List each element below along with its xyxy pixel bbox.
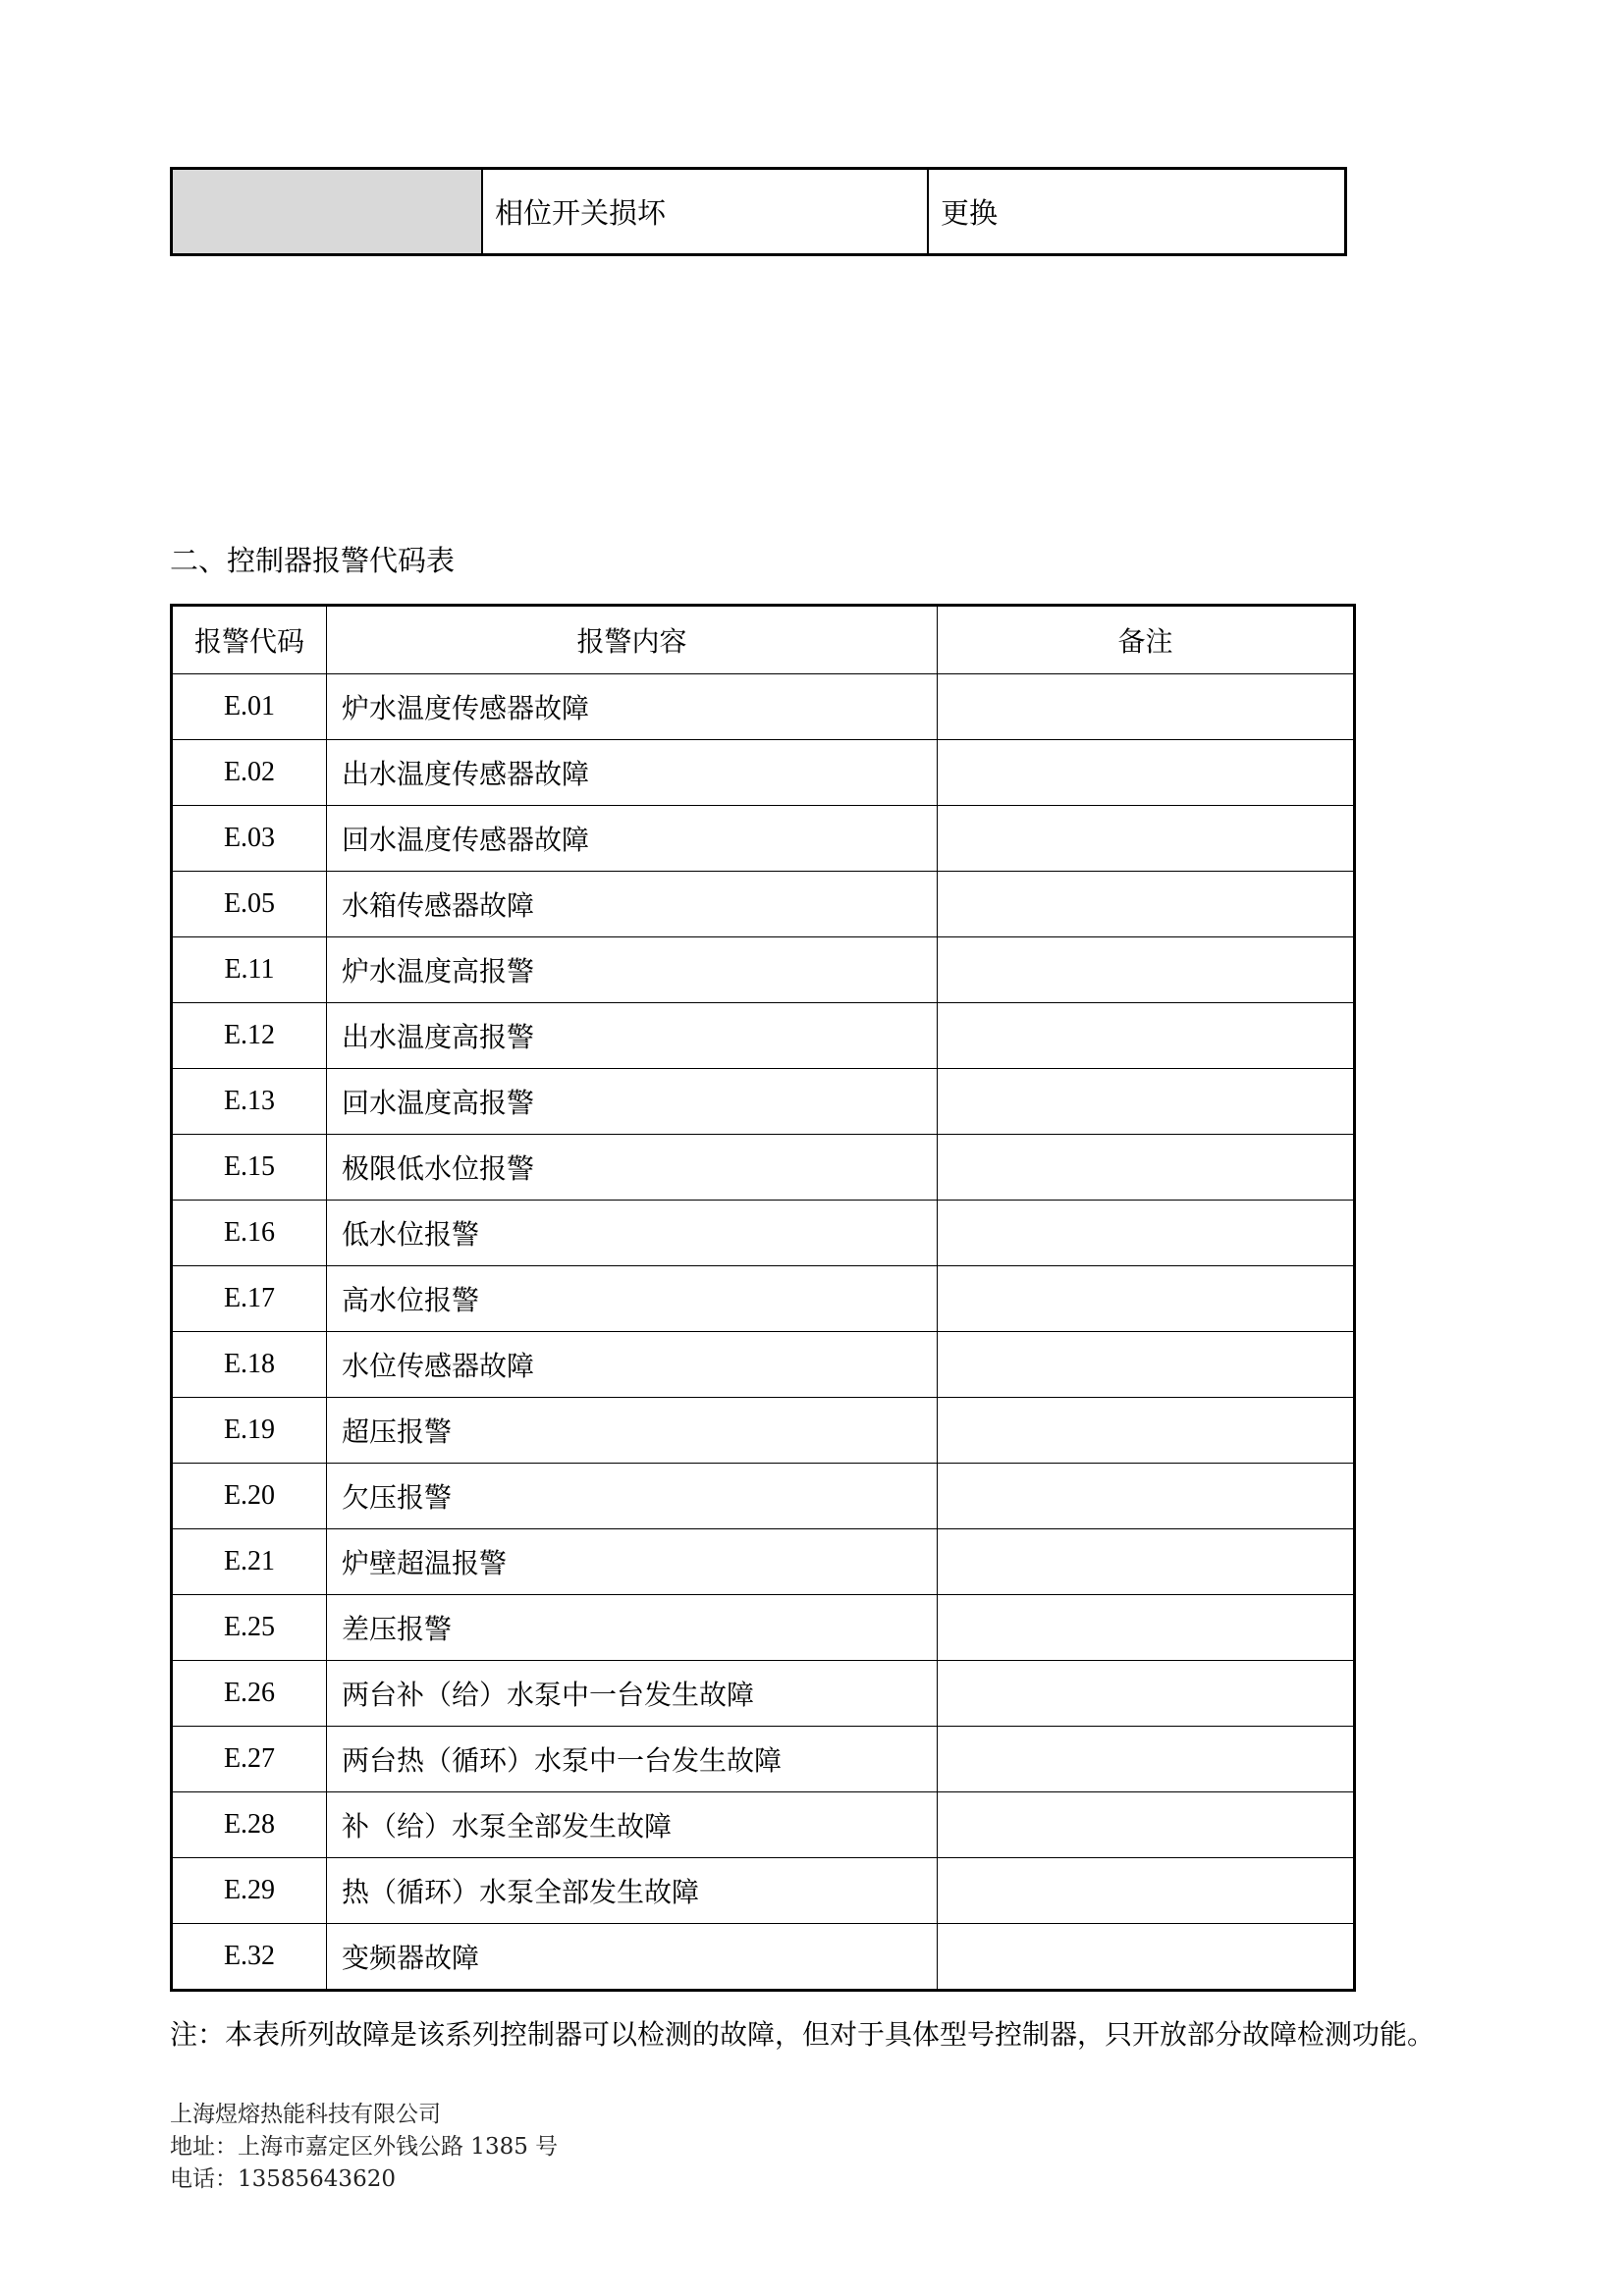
alarm-code-cell: E.16 xyxy=(172,1201,327,1266)
alarm-code-cell: E.05 xyxy=(172,872,327,937)
remark-cell xyxy=(938,1792,1355,1858)
table-row xyxy=(172,1135,1355,1201)
alarm-content-cell: 水位传感器故障 xyxy=(327,1332,938,1398)
alarm-content-cell: 出水温度传感器故障 xyxy=(327,740,938,806)
alarm-code-table xyxy=(170,604,1356,1992)
footer-phone: 电话：13585643620 xyxy=(170,2166,396,2192)
table-row xyxy=(172,1529,1355,1595)
remark-cell xyxy=(938,1266,1355,1332)
remark-cell xyxy=(938,1069,1355,1135)
remark-cell xyxy=(938,1858,1355,1924)
alarm-code-cell: E.01 xyxy=(172,674,327,740)
table-row xyxy=(172,1266,1355,1332)
alarm-code-cell: E.32 xyxy=(172,1924,327,1991)
alarm-content-cell: 变频器故障 xyxy=(327,1924,938,1991)
remark-cell xyxy=(938,1398,1355,1464)
alarm-code-cell: E.19 xyxy=(172,1398,327,1464)
alarm-code-cell: E.25 xyxy=(172,1595,327,1661)
alarm-code-cell: E.03 xyxy=(172,806,327,872)
footer-company: 上海煜熔热能科技有限公司 xyxy=(170,2102,441,2127)
alarm-code-cell: E.29 xyxy=(172,1858,327,1924)
table-row xyxy=(172,1332,1355,1398)
alarm-content-cell: 回水温度高报警 xyxy=(327,1069,938,1135)
alarm-content-cell: 极限低水位报警 xyxy=(327,1135,938,1201)
table-row xyxy=(172,1924,1355,1991)
fault-category-cell xyxy=(173,170,483,253)
alarm-content-cell: 水箱传感器故障 xyxy=(327,872,938,937)
header-alarm-code: 报警代码 xyxy=(172,606,327,674)
fault-solution-cell: 更换 xyxy=(941,196,999,230)
remark-cell xyxy=(938,1727,1355,1792)
alarm-content-cell: 回水温度传感器故障 xyxy=(327,806,938,872)
table-row xyxy=(172,806,1355,872)
remark-cell xyxy=(938,1661,1355,1727)
table-row xyxy=(172,1727,1355,1792)
alarm-content-cell: 两台补（给）水泵中一台发生故障 xyxy=(327,1661,938,1727)
alarm-code-cell: E.20 xyxy=(172,1464,327,1529)
header-alarm-content: 报警内容 xyxy=(327,606,938,674)
remark-cell xyxy=(938,1201,1355,1266)
alarm-content-cell: 热（循环）水泵全部发生故障 xyxy=(327,1858,938,1924)
table-row xyxy=(172,1201,1355,1266)
table-row xyxy=(172,1792,1355,1858)
alarm-code-cell: E.17 xyxy=(172,1266,327,1332)
alarm-content-cell: 炉水温度传感器故障 xyxy=(327,674,938,740)
alarm-content-cell: 欠压报警 xyxy=(327,1464,938,1529)
alarm-code-cell: E.27 xyxy=(172,1727,327,1792)
table-row xyxy=(172,937,1355,1003)
table-row xyxy=(172,1398,1355,1464)
remark-cell xyxy=(938,1332,1355,1398)
table-row xyxy=(172,1595,1355,1661)
remark-cell xyxy=(938,1135,1355,1201)
alarm-code-cell: E.02 xyxy=(172,740,327,806)
table-row xyxy=(172,1661,1355,1727)
remark-cell xyxy=(938,1529,1355,1595)
remark-cell xyxy=(938,1924,1355,1991)
footer xyxy=(170,2099,558,2196)
table-note: 注：本表所列故障是该系列控制器可以检测的故障，但对于具体型号控制器，只开放部分故障检测功能。 xyxy=(170,2018,1435,2051)
table-row xyxy=(172,1464,1355,1529)
alarm-code-cell: E.21 xyxy=(172,1529,327,1595)
alarm-content-cell: 超压报警 xyxy=(327,1398,938,1464)
alarm-code-cell: E.11 xyxy=(172,937,327,1003)
fault-cause-cell: 相位开关损坏 xyxy=(483,170,929,253)
remark-cell xyxy=(938,937,1355,1003)
alarm-code-cell: E.12 xyxy=(172,1003,327,1069)
remark-cell xyxy=(938,806,1355,872)
remark-cell xyxy=(938,674,1355,740)
header-remark: 备注 xyxy=(938,606,1355,674)
alarm-code-cell: E.28 xyxy=(172,1792,327,1858)
table-header-row xyxy=(172,606,1355,674)
alarm-content-cell: 两台热（循环）水泵中一台发生故障 xyxy=(327,1727,938,1792)
alarm-content-cell: 差压报警 xyxy=(327,1595,938,1661)
table-row xyxy=(172,674,1355,740)
table-row xyxy=(172,1003,1355,1069)
alarm-content-cell: 出水温度高报警 xyxy=(327,1003,938,1069)
table-row xyxy=(172,1069,1355,1135)
alarm-code-cell: E.15 xyxy=(172,1135,327,1201)
remark-cell xyxy=(938,1595,1355,1661)
remark-cell xyxy=(938,740,1355,806)
alarm-content-cell: 补（给）水泵全部发生故障 xyxy=(327,1792,938,1858)
remark-cell xyxy=(938,872,1355,937)
table-row xyxy=(172,1858,1355,1924)
remark-cell xyxy=(938,1003,1355,1069)
alarm-content-cell: 炉水温度高报警 xyxy=(327,937,938,1003)
fault-table-fragment xyxy=(170,167,1347,256)
alarm-content-cell: 高水位报警 xyxy=(327,1266,938,1332)
table-row xyxy=(172,872,1355,937)
alarm-code-cell: E.18 xyxy=(172,1332,327,1398)
alarm-content-cell: 炉壁超温报警 xyxy=(327,1529,938,1595)
alarm-code-cell: E.26 xyxy=(172,1661,327,1727)
alarm-content-cell: 低水位报警 xyxy=(327,1201,938,1266)
alarm-code-cell: E.13 xyxy=(172,1069,327,1135)
remark-cell xyxy=(938,1464,1355,1529)
section-heading: 二、控制器报警代码表 xyxy=(170,544,456,577)
table-row xyxy=(172,740,1355,806)
footer-address: 地址：上海市嘉定区外钱公路 1385 号 xyxy=(170,2134,559,2160)
